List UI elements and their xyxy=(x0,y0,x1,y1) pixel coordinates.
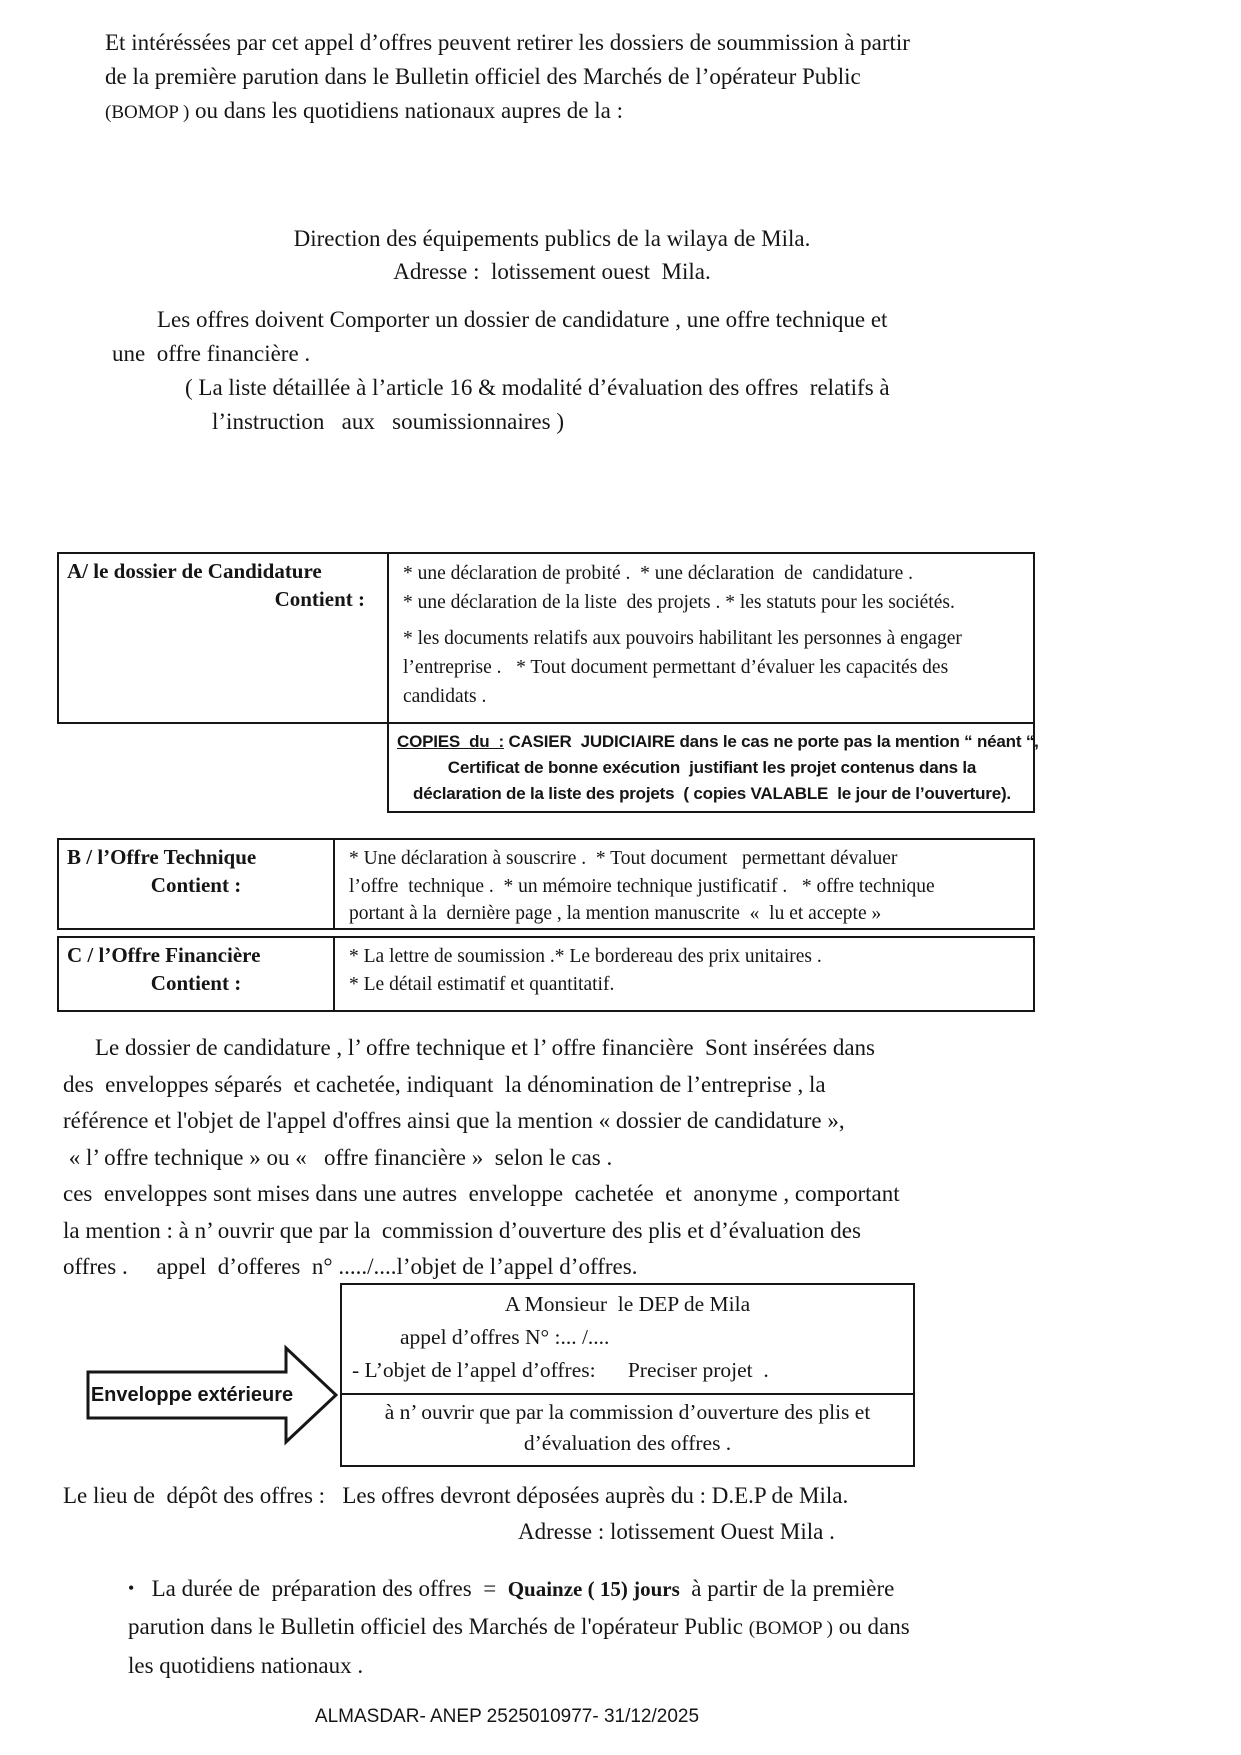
envelope-instructions-paragraph xyxy=(63,1030,1173,1286)
table-offre-financiere xyxy=(57,936,1035,1012)
deposit-location-block xyxy=(63,1478,1163,1550)
duration-line-1-pre: La durée de préparation des offres = xyxy=(134,1576,508,1601)
offers-line-3: ( La liste détaillée à l’article 16 & modalité d’évaluation des offres relatifs à xyxy=(185,375,890,400)
body-line-2: des enveloppes séparés et cachetée, indiquant la dénomination de l’entreprise , la xyxy=(63,1071,826,1097)
authority-address: Adresse : lotissement ouest Mila. xyxy=(393,259,711,284)
table-c-content-line: * Le détail estimatif et quantitatif. xyxy=(349,973,615,995)
intro-line-1: Et intéréssées par cet appel d’offres peuvent retirer les dossiers de soummission à partir xyxy=(105,30,910,55)
offers-line-4: l’instruction aux soumissionnaires ) xyxy=(212,409,564,434)
body-line-3: référence et l'objet de l'appel d'offres ainsi que la mention « dossier de candidature », xyxy=(63,1108,845,1133)
copies-requirement-box xyxy=(387,724,1039,813)
intro-line-3 xyxy=(105,94,1105,130)
issuing-authority-block xyxy=(57,222,1047,288)
table-a-header-cell xyxy=(59,554,389,722)
offers-line-2: une offre financière . xyxy=(112,341,311,366)
envelope-recipient: A Monsieur le DEP de Mila xyxy=(504,1292,751,1316)
intro-line-2: de la première parution dans le Bulletin officiel des Marchés de l’opérateur Public xyxy=(105,64,861,89)
duration-line-3: les quotidiens nationaux . xyxy=(128,1653,364,1678)
intro-line-3-rest: ou dans les quotidiens nationaux aupres de la : xyxy=(189,98,623,123)
duration-line-2 xyxy=(128,1608,1128,1647)
copies-line-2: Certificat de bonne exécution justifiant les projet contenus dans la xyxy=(447,758,977,777)
table-a-main-row xyxy=(57,552,1035,724)
copies-line-1 xyxy=(397,729,1039,755)
table-offre-technique xyxy=(57,838,1035,930)
preparation-duration-block xyxy=(128,1570,1128,1684)
bomop-abbreviation: (BOMOP ) xyxy=(748,1618,833,1639)
table-b-content-cell xyxy=(335,840,1033,928)
table-c-header-cell xyxy=(59,938,335,1010)
deposit-line-2: Adresse : lotissement Ouest Mila . xyxy=(518,1519,835,1544)
duration-value: Quainze ( 15) jours xyxy=(507,1577,680,1601)
table-a-content-line: * une déclaration de la liste des projets . * les statuts pour les sociétés. xyxy=(403,592,955,613)
table-a-subtitle: Contient : xyxy=(274,587,365,611)
table-b-title: B / l’Offre Technique xyxy=(67,845,257,869)
table-b-subtitle: Contient : xyxy=(150,873,242,897)
bullet-marker: • xyxy=(128,1578,135,1598)
copies-line-1-rest: CASIER JUDICIAIRE dans le cas ne porte pas la mention “ néant “, xyxy=(503,732,1039,751)
intro-paragraph xyxy=(105,26,1105,130)
envelope-warning-line-1: à n’ ouvrir que par la commission d’ouverture des plis et xyxy=(384,1400,871,1424)
body-line-5: ces enveloppes sont mises dans une autres enveloppe cachetée et anonyme , comportant xyxy=(63,1181,900,1206)
authority-name: Direction des équipements publics de la wilaya de Mila. xyxy=(293,226,811,251)
table-a-content-line: candidats . xyxy=(403,686,487,707)
table-c-title: C / l’Offre Financière xyxy=(67,943,261,967)
body-line-6: la mention : à n’ ouvrir que par la commission d’ouverture des plis et d’évaluation des xyxy=(63,1217,861,1243)
table-c-content-cell xyxy=(335,938,1033,1010)
duration-line-2-post: ou dans xyxy=(833,1614,910,1639)
table-b-content-line: l’offre technique . * un mémoire technique justificatif . * offre technique xyxy=(349,875,935,897)
table-a-content-cell xyxy=(389,554,1033,722)
body-line-4: « l’ offre technique » ou « offre financière » selon le cas . xyxy=(63,1144,613,1170)
duration-line-2-pre: parution dans le Bulletin officiel des Marchés de l'opérateur Public xyxy=(128,1614,749,1639)
table-c-subtitle: Contient : xyxy=(150,971,242,995)
deposit-line-1: Le lieu de dépôt des offres : Les offres devront déposées auprès du : D.E.P de Mila. xyxy=(63,1483,849,1508)
envelope-address-box xyxy=(340,1283,915,1467)
envelope-offer-number: appel d’offres N° :... /.... xyxy=(400,1325,610,1349)
table-c-content-line: * La lettre de soumission .* Le bordereau des prix unitaires . xyxy=(349,946,822,967)
table-b-content-line: * Une déclaration à souscrire . * Tout document permettant dévaluer xyxy=(349,848,898,869)
envelope-arrow-label: Enveloppe extérieure xyxy=(90,1383,294,1406)
envelope-box-top-section xyxy=(342,1285,913,1395)
table-candidature-dossier xyxy=(57,552,1039,813)
duration-line-1 xyxy=(128,1570,1128,1608)
table-b-header-cell xyxy=(59,840,335,928)
table-a-content-line: * une déclaration de probité . * une déclaration de candidature . xyxy=(403,563,914,584)
body-line-7: offres . appel d’offeres n° ...../....l’objet de l’appel d’offres. xyxy=(63,1254,638,1279)
envelope-warning-line-2: d’évaluation des offres . xyxy=(523,1431,732,1455)
table-b-main-row xyxy=(57,838,1035,930)
table-c-main-row xyxy=(57,936,1035,1012)
table-a-content-line: * les documents relatifs aux pouvoirs habilitant les personnes à engager xyxy=(403,628,962,649)
table-a-content-line: l’entreprise . * Tout document permettant d’évaluer les capacités des xyxy=(403,657,949,678)
offers-composition-paragraph xyxy=(57,303,1157,439)
copies-label: COPIES du : xyxy=(397,732,504,751)
table-b-content-line: portant à la dernière page , la mention manuscrite « lu et accepte » xyxy=(349,903,882,924)
table-a-title: A/ le dossier de Candidature xyxy=(67,559,322,583)
body-line-1: Le dossier de candidature , l’ offre technique et l’ offre financière Sont insérées dans xyxy=(95,1035,875,1060)
envelope-box-bottom-section xyxy=(342,1395,913,1465)
copies-line-3: déclaration de la liste des projets ( copies VALABLE le jour de l’ouverture). xyxy=(413,784,1011,803)
duration-line-1-post: à partir de la première xyxy=(679,1576,895,1601)
offers-line-1: Les offres doivent Comporter un dossier de candidature , une offre technique et xyxy=(157,307,888,332)
bomop-abbreviation: (BOMOP ) xyxy=(105,102,190,123)
publication-footer: ALMASDAR- ANEP 2525010977- 31/12/2025 xyxy=(314,1706,700,1727)
envelope-offer-object: - L’objet de l’appel d’offres: Preciser projet . xyxy=(352,1358,769,1382)
